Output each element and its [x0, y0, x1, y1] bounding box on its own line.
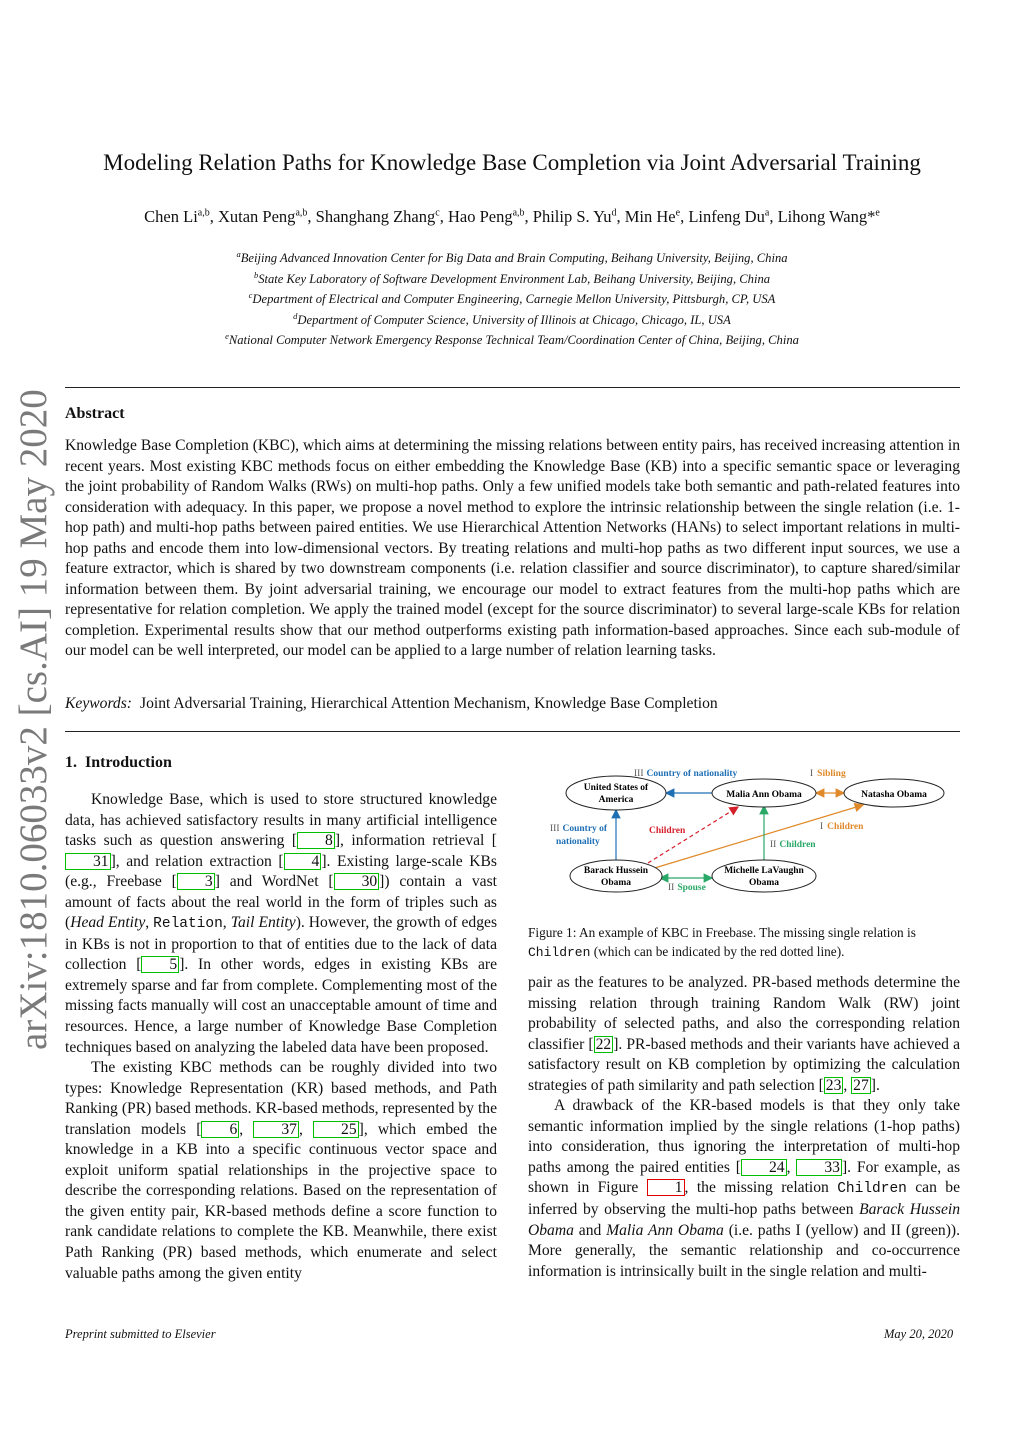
- author: Min He$^e$: [624, 207, 681, 226]
- arxiv-identifier: arXiv:1810.06033v2 [cs.AI] 19 May 2020: [12, 389, 55, 1050]
- label-sibling: I Sibling: [810, 769, 846, 779]
- author: Chen Li$^{a,b}$: [144, 207, 210, 226]
- paragraph: Knowledge Base, which is used to store structured knowledge data, has achieved satisfactory results in many artificial intelligence tasks such as question answering [ 8 ], information retrieval [31 ], and relation extraction [ 4 ]. Existing large-scale KBs (e.g., Freebase [ 3 ] and WordNet [ 30 ]) contain a vast amount of facts about the real world in the form of triples such as (Head Entity, Relation, Tail Entity). However, the growth of edges in KBs is not in proportion to that of entities due to the lack of data collection [ 5 ]. In other words, edges in existing KBs are extremely sparse and far from complete. Complementing most of the missing facts manually will cost an unacceptable amount of time and resources. Hence, a large number of Knowledge Base Completion techniques based on analyzing the labeled data have been proposed.: [65, 791, 498, 1056]
- footer-date: May 20, 2020: [884, 1327, 954, 1341]
- node-usa-label: America: [598, 795, 634, 805]
- node-usa-label: United States of: [583, 783, 649, 793]
- footer-note: Preprint submitted to Elsevier: [65, 1327, 216, 1341]
- paragraph: pair as the features to be analyzed. PR-based methods determine the missing relation through training Random Walk (RW) joint probability of selected paths, and also the corresponding relation classifier [ 22 ]. PR-based methods and their variants have achieved a satisfactory result on KB completion by optimizing the calculation strategies of path similarity and path selection [ 23 , 27 ].: [528, 974, 960, 1094]
- node-michelle-label: Obama: [748, 878, 780, 888]
- figure-1: [528, 760, 968, 900]
- citation-link[interactable]: 3: [177, 873, 215, 890]
- affiliation: $^e$National Computer Network Emergency Response Technical Team/Coordination Center of China, Beijing, China: [225, 331, 799, 348]
- author: Lihong Wang*$^e$: [777, 207, 880, 226]
- keywords-label: Keywords:: [65, 695, 132, 712]
- figure-link[interactable]: 1: [647, 1179, 685, 1196]
- label-country-left: nationality: [556, 837, 600, 847]
- citation-link[interactable]: 25: [313, 1121, 359, 1138]
- label-children-green: II Children: [770, 840, 816, 850]
- paragraph: A drawback of the KR-based models is that they only take semantic information implied by the single relations (1-hop paths) into consideration, thus ignoring the interpretation of multi-hop paths among the paired entities [ 24 , 33 ]. For example, as shown in Figure 1 , the missing relation Children can be inferred by observing the multi-hop paths between Barack Hussein Obama and Malia Ann Obama (i.e. paths I (yellow) and II (green)). More generally, the semantic relationship and co-occurrence information is intrinsically built in the single relation and multi-: [528, 1097, 961, 1280]
- keywords: [65, 695, 718, 713]
- citation-link[interactable]: 23: [825, 1076, 842, 1094]
- node-barack-label: Barack Hussein: [583, 866, 649, 876]
- citation-link[interactable]: 22: [595, 1035, 612, 1053]
- citation-link[interactable]: 30: [334, 873, 380, 890]
- section-heading: 1. Introduction: [65, 754, 172, 771]
- right-column: [528, 973, 960, 1282]
- node-malia-label: Malia Ann Obama: [726, 790, 802, 800]
- label-country-left: III Country of: [550, 824, 608, 834]
- paper-title: Modeling Relation Paths for Knowledge Base Completion via Joint Adversarial Training: [103, 150, 921, 175]
- citation-link[interactable]: 33: [796, 1159, 842, 1176]
- citation-link[interactable]: 37: [253, 1121, 299, 1138]
- author: Hao Peng$^{a,b}$: [447, 207, 525, 226]
- divider-bottom: [65, 731, 960, 732]
- citation-link[interactable]: 4: [284, 853, 322, 870]
- citation-link[interactable]: 27: [853, 1076, 869, 1094]
- abstract-heading: Abstract: [65, 405, 125, 422]
- citation-link[interactable]: 8: [297, 832, 335, 849]
- citation-link[interactable]: 6: [201, 1121, 239, 1138]
- label-children-orange: I Children: [820, 822, 864, 832]
- affiliation-list: [0, 246, 1024, 349]
- affiliation: $^c$Department of Electrical and Computer Engineering, Carnegie Mellon University, Pittsburgh, CP, USA: [248, 290, 776, 307]
- label-country-top: III Country of nationality: [634, 769, 738, 779]
- node-barack-label: Obama: [600, 878, 632, 888]
- figure-caption: Figure 1: An example of KBC in Freebase. The missing single relation is Children (which can be indicated by the red dotted line).: [528, 925, 916, 960]
- affiliation: $^b$State Key Laboratory of Software Development Environment Lab, Beihang University, Beijing, China: [253, 269, 771, 286]
- author: Shanghang Zhang$^c$: [315, 207, 440, 226]
- citation-link[interactable]: 24: [741, 1159, 787, 1176]
- citation-link[interactable]: 31: [65, 853, 111, 870]
- label-children-missing: Children: [649, 826, 686, 836]
- author-list: Chen Li$^{a,b}$, Xutan Peng$^{a,b}$, Shanghang Zhang$^c$, Hao Peng$^{a,b}$, Philip S. Yu$^d$, Min He$^e$, Linfeng Du$^a$, Lihong Wang*$^e$: [144, 207, 880, 226]
- author: Xutan Peng$^{a,b}$: [217, 207, 308, 226]
- label-spouse: II Spouse: [668, 883, 706, 893]
- abstract-body: Knowledge Base Completion (KBC), which aims at determining the missing relations between entity pairs, has received increasing attention in recent years. Most existing KBC methods focus on either embedding the Knowledge Base (KB) into a specific semantic space or leveraging the joint probability of Random Walks (RWs) on multi-hop paths. Only a few unified models take both semantic and path-related features into consideration with adequacy. In this paper, we propose a novel method to explore the intrinsic relationship between the single relation (i.e. 1-hop path) and multi-hop paths between paired entities. We use Hierarchical Attention Networks (HANs) to select important relations in multi-hop paths and encode them into low-dimensional vectors. By treating relations and multi-hop paths as two different input sources, we use a feature extractor, which is shared by two downstream components (i.e. relation classifier and source discriminator), to capture shared/similar information between them. By joint adversarial training, we encourage our model to extract features from the multi-hop paths which are representative for relation completion. We apply the trained model (except for the source discriminator) to several large-scale KBs for relation completion. Experimental results show that our method outperforms existing path information-based approaches. Since each sub-module of our model can be well interpreted, our model can be applied to a large number of relation learning tasks.: [65, 437, 960, 659]
- node-natasha-label: Natasha Obama: [861, 790, 927, 800]
- citation-link[interactable]: 5: [141, 956, 179, 973]
- author: Linfeng Du$^a$: [688, 207, 770, 226]
- author: Philip S. Yu$^d$: [532, 207, 617, 226]
- keywords-text: Joint Adversarial Training, Hierarchical Attention Mechanism, Knowledge Base Completion: [140, 695, 718, 712]
- node-michelle-label: Michelle LaVaughn: [724, 866, 804, 876]
- divider-top: [65, 387, 960, 388]
- left-column: [65, 790, 497, 1284]
- paragraph: The existing KBC methods can be roughly divided into two types: Knowledge Representation (KR) based methods, and Path Ranking (PR) based methods. KR-based methods, represented by the translation models [ 6 , 37 , 25 ], which embed the knowledge in a KB into a specific continuous vector space and exploit uniform spatial relationships in the projective space to describe the corresponding relations. Based on the representation of the given entity pair, KR-based methods define a score function to rank candidate relations to complete the KB. Meanwhile, there exist Path Ranking (PR) based methods, which enumerate and select valuable paths among the given entity: [65, 1059, 498, 1282]
- affiliation: $^d$Department of Computer Science, University of Illinois at Chicago, Chicago, IL, USA: [293, 310, 731, 327]
- affiliation: $^a$Beijing Advanced Innovation Center for Big Data and Brain Computing, Beihang University, Beijing, China: [236, 249, 788, 266]
